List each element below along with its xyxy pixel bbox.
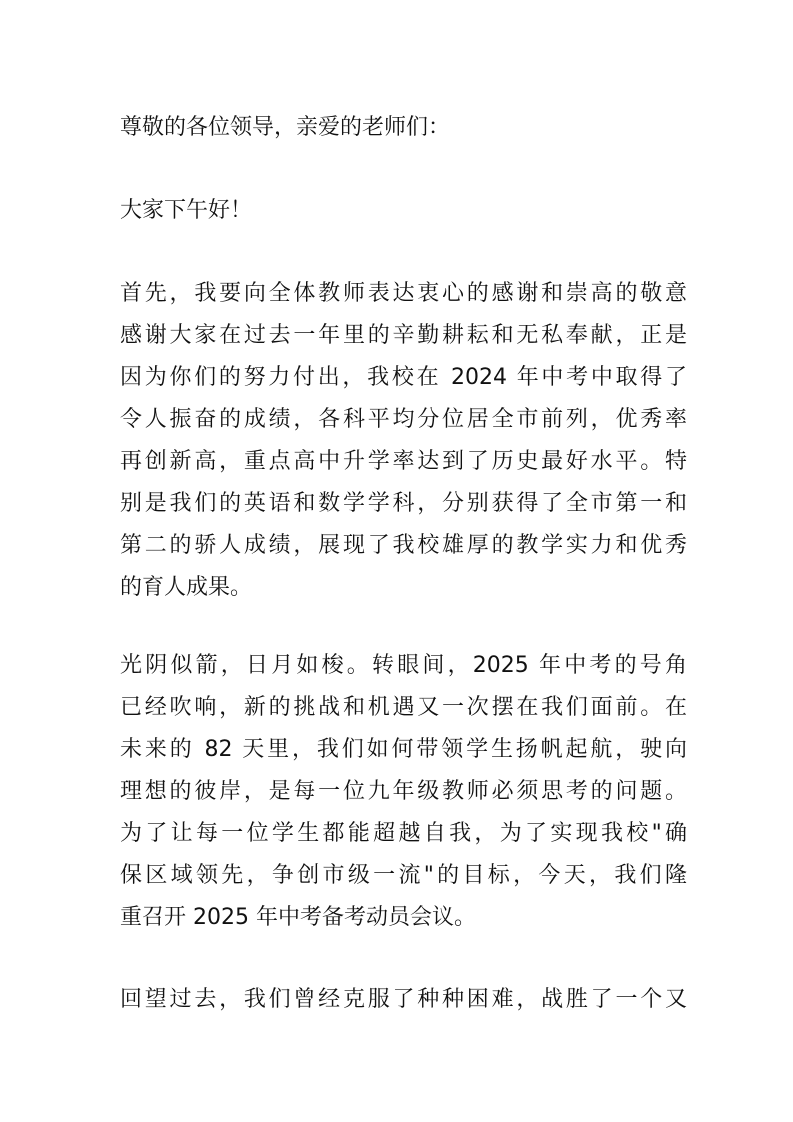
- text-line: 回望过去，我们曾经克服了种种困难，战胜了一个又: [120, 987, 687, 1012]
- text-line: 保区域领先，争创市级一流"的目标，今天，我们隆: [120, 863, 687, 888]
- text-line: 感谢大家在过去一年里的辛勤耕耘和无私奉献，正是: [120, 323, 687, 348]
- text-line: 再创新高，重点高中升学率达到了历史最好水平。特: [120, 449, 687, 474]
- text-line: 因为你们的努力付出，我校在 2024 年中考中取得了: [120, 365, 687, 390]
- greeting: 大家下午好！: [120, 198, 253, 223]
- text-line: 光阴似箭，日月如梭。转眼间，2025 年中考的号角: [120, 653, 687, 678]
- text-line: 已经吹响，新的挑战和机遇又一次摆在我们面前。在: [120, 695, 687, 720]
- text-line: 令人振奋的成绩，各科平均分位居全市前列，优秀率: [120, 407, 687, 432]
- text-line: 的育人成果。: [120, 575, 253, 600]
- salutation: 尊敬的各位领导，亲爱的老师们：: [120, 115, 451, 140]
- text-line: 别是我们的英语和数学学科，分别获得了全市第一和: [120, 491, 687, 516]
- text-line: 第二的骄人成绩，展现了我校雄厚的教学实力和优秀: [120, 533, 687, 558]
- text-line: 为了让每一位学生都能超越自我，为了实现我校"确: [120, 821, 687, 846]
- text-line: 理想的彼岸，是每一位九年级教师必须思考的问题。: [120, 779, 687, 804]
- text-line: 重召开 2025 年中考备考动员会议。: [120, 905, 476, 930]
- text-line: 首先，我要向全体教师表达衷心的感谢和崇高的敬意: [120, 281, 687, 306]
- text-line: 未来的 82 天里，我们如何带领学生扬帆起航，驶向: [120, 737, 687, 762]
